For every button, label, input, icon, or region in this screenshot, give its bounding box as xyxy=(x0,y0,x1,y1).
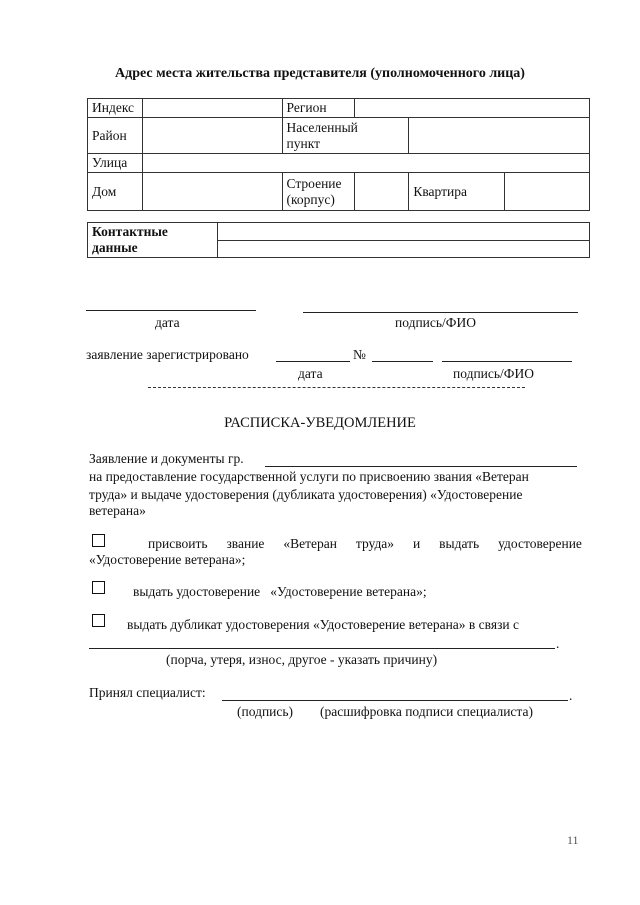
receipt-line1: Заявление и документы гр. xyxy=(89,451,244,466)
region-field[interactable] xyxy=(354,99,590,118)
date-caption: дата xyxy=(155,315,180,330)
signature-caption: подпись/ФИО xyxy=(395,315,476,330)
contacts-label-line1: Контактные xyxy=(92,224,168,239)
page-title: Адрес места жительства представителя (уполномоченного лица) xyxy=(115,66,525,81)
apartment-label: Квартира xyxy=(409,173,505,211)
house-label: Дом xyxy=(88,173,143,211)
reason-line[interactable] xyxy=(89,648,555,649)
option-assign-word6: выдать xyxy=(439,536,480,551)
option-assign-word5: и xyxy=(413,536,421,551)
receipt-line2: на предоставление государственной услуги по присвоению звания «Ветеран xyxy=(89,469,529,484)
specialist-sign-hint: (подпись) xyxy=(237,704,294,719)
registered-date-line[interactable] xyxy=(276,361,350,362)
settlement-field[interactable] xyxy=(409,118,590,154)
registered-number-line[interactable] xyxy=(372,361,433,362)
receipt-heading: РАСПИСКА-УВЕДОМЛЕНИЕ xyxy=(224,415,416,431)
specialist-decode-hint: (расшифровка подписи специалиста) xyxy=(320,704,533,719)
receipt-line3: труда» и выдаче удостоверения (дубликата удостоверения) «Удостоверение xyxy=(89,487,523,502)
receipt-line4: ветерана» xyxy=(89,503,146,518)
option-duplicate-text: выдать дубликат удостоверения «Удостоверение ветерана» в связи с xyxy=(127,617,519,632)
option-assign-word4: труда» xyxy=(355,536,395,551)
building-label-line1: Строение xyxy=(286,175,342,191)
index-label: Индекс xyxy=(88,99,143,118)
option-issue-text: выдать удостоверение «Удостоверение ветерана»; xyxy=(133,584,427,599)
apartment-field[interactable] xyxy=(505,173,590,211)
page-number: 11 xyxy=(567,833,579,847)
index-field[interactable] xyxy=(142,99,282,118)
option-assign-word2: звание xyxy=(226,536,265,551)
house-field[interactable] xyxy=(142,173,282,211)
option-assign-word7: удостоверение xyxy=(498,536,582,551)
registered-date-caption: дата xyxy=(298,366,323,381)
specialist-signature-line[interactable] xyxy=(222,700,568,701)
option-duplicate-checkbox[interactable] xyxy=(92,614,105,627)
cut-line xyxy=(148,387,525,388)
reason-end-period: . xyxy=(556,636,560,651)
street-field[interactable] xyxy=(142,154,589,173)
region-label: Регион xyxy=(282,99,354,118)
district-field[interactable] xyxy=(142,118,282,154)
registered-text: заявление зарегистрировано xyxy=(86,347,249,362)
citizen-name-line[interactable] xyxy=(265,466,577,467)
contacts-label-line2: данные xyxy=(92,240,138,255)
address-table xyxy=(87,98,590,211)
option-assign-checkbox[interactable] xyxy=(92,534,105,547)
contacts-field-1[interactable] xyxy=(218,223,590,241)
registered-signature-caption: подпись/ФИО xyxy=(453,366,534,381)
option-assign-continuation: «Удостоверение ветерана»; xyxy=(89,552,246,567)
building-field[interactable] xyxy=(354,173,409,211)
settlement-label-line2: пункт xyxy=(286,135,321,151)
accepted-label: Принял специалист: xyxy=(89,685,206,700)
option-issue-checkbox[interactable] xyxy=(92,581,105,594)
building-label xyxy=(282,173,354,211)
contacts-table xyxy=(87,222,590,258)
street-label: Улица xyxy=(88,154,143,173)
number-sign: № xyxy=(353,347,366,362)
option-assign-text xyxy=(148,536,582,552)
reason-hint: (порча, утеря, износ, другое - указать причину) xyxy=(166,652,438,667)
registered-signature-line[interactable] xyxy=(442,361,572,362)
settlement-label-line1: Населенный xyxy=(286,119,358,135)
contacts-field-2[interactable] xyxy=(218,240,590,258)
district-label: Район xyxy=(88,118,143,154)
settlement-label xyxy=(282,118,409,154)
contacts-label xyxy=(88,223,218,258)
date-line[interactable] xyxy=(86,310,256,311)
building-label-line2: (корпус) xyxy=(286,191,335,207)
option-assign-word3: «Ветеран xyxy=(283,536,337,551)
accepted-end-period: . xyxy=(569,688,573,703)
option-assign-word1: присвоить xyxy=(148,536,208,551)
signature-line[interactable] xyxy=(303,312,578,313)
